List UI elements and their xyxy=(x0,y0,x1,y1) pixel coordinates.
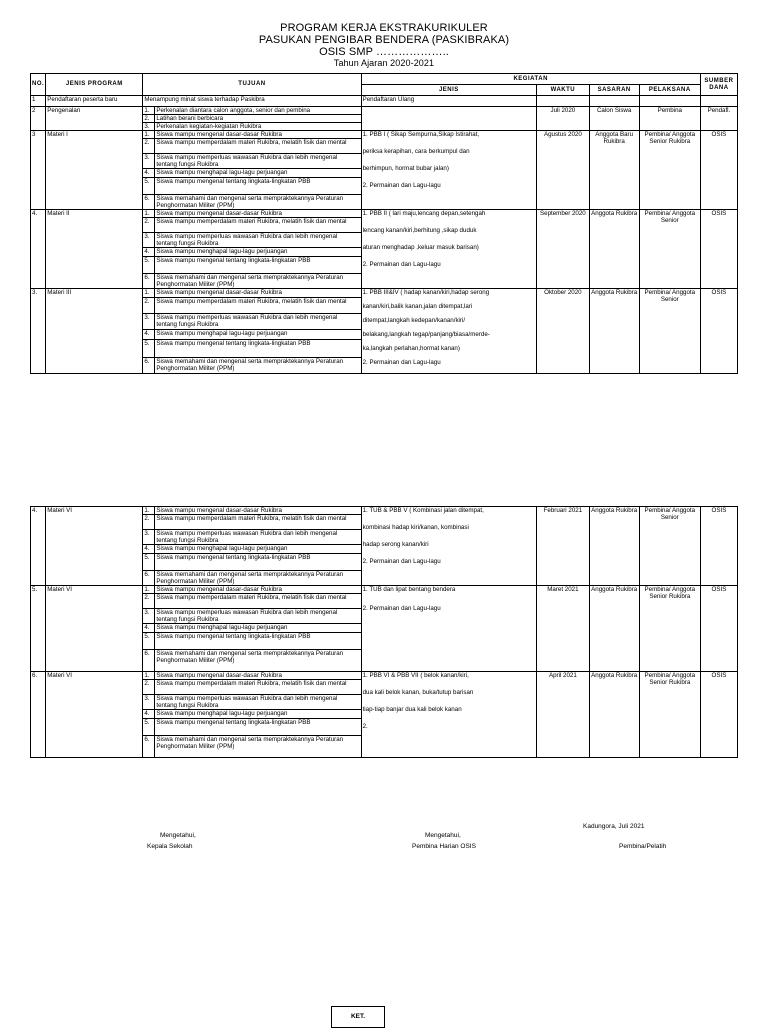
tujuan-number: 1. xyxy=(143,586,155,594)
tujuan-number: 4. xyxy=(143,248,155,257)
kegiatan-line: lencang kanan/kiri,berhitung ,sikap duduk xyxy=(362,227,477,234)
tujuan-number: 4. xyxy=(143,545,155,554)
kegiatan-line: 1. TUB & PBB V ( Kombinasi jalan ditempat, xyxy=(362,507,484,514)
row-program: Materi VI xyxy=(46,672,143,758)
kegiatan-line: aturan menghadap ,keluar masuk barisan) xyxy=(362,244,479,251)
tujuan-number: 2. xyxy=(143,594,155,609)
tujuan-text: Perkenalan diantara calon anggota, senior dan pembina xyxy=(155,107,361,115)
tujuan-text: Siswa mampu mengenal dasar-dasar Rukibra xyxy=(155,210,361,218)
row-number: 3 xyxy=(31,131,46,210)
tujuan-text: Siswa mampu memperdalam materi Rukibra, melatih fisik dan mental xyxy=(155,139,361,154)
row-sumber-dana: OSIS xyxy=(700,289,737,374)
tujuan-text: Siswa mampu memperluas wawasan Rukibra dan lebih mengenal tentang fungsi Rukibra xyxy=(155,530,361,545)
row-sumber-cell xyxy=(700,96,737,107)
kegiatan-line: 2. Permainan dan Lagu-lagu xyxy=(362,182,441,189)
row-sasaran: Anggota Rukibra xyxy=(589,289,639,374)
tujuan-number: 4. xyxy=(143,624,155,633)
row-sumber-dana: OSIS xyxy=(700,507,737,586)
tujuan-number: 5. xyxy=(143,633,155,650)
tujuan-text: Siswa memahami dan mengenal serta mempraktekannya Peraturan Penghormatan Militer (PPM) xyxy=(155,736,361,758)
kegiatan-line: ka,langkah perlahan,hormat kanan) xyxy=(362,345,460,352)
tujuan-number: 2. xyxy=(143,680,155,695)
tujuan-text: Siswa mampu mengenal tentang lingkata-lingkatan PBB xyxy=(155,178,361,195)
program-table-part-1 xyxy=(30,73,738,374)
tujuan-number: 4. xyxy=(143,329,155,339)
tujuan-text: Siswa mampu memperluas wawasan Rukibra dan lebih mengenal tentang fungsi Rukibra xyxy=(155,154,361,169)
row-waktu: Maret 2021 xyxy=(537,586,589,672)
kegiatan-line: berhimpun, hormat bubar jalan) xyxy=(362,165,449,172)
tujuan-text: Siswa memahami dan mengenal serta mempraktekannya Peraturan Penghormatan Militer (PPM) xyxy=(155,195,361,210)
tujuan-number: 3. xyxy=(143,530,155,545)
tujuan-number: 3. xyxy=(143,609,155,624)
tujuan-number: 5. xyxy=(143,178,155,195)
table-row xyxy=(31,507,738,515)
kegiatan-line: 1. PBB I ( Sikap Sempurna,Sikap Istirahat, xyxy=(362,131,480,138)
row-sumber-dana: OSIS xyxy=(700,131,737,210)
tujuan-number: 1. xyxy=(143,131,155,139)
tujuan-text: Siswa mampu mengenal dasar-dasar Rukibra xyxy=(155,289,361,298)
tujuan-text: Siswa mampu memperdalam materi Rukibra, melatih fisik dan mental xyxy=(155,680,361,695)
row-pelaksana-cell xyxy=(639,96,700,107)
tujuan-number: 6. xyxy=(143,650,155,672)
row-kegiatan xyxy=(361,586,537,672)
tujuan-text: Latihan berani berbicara xyxy=(155,115,361,123)
row-sumber-dana: OSIS xyxy=(700,672,737,758)
tujuan-number: 1. xyxy=(143,210,155,218)
tujuan-text: Siswa mampu memperluas wawasan Rukibra dan lebih mengenal tentang fungsi Rukibra xyxy=(155,233,361,248)
tujuan-text: Siswa memahami dan mengenal serta mempraktekannya Peraturan Penghormatan Militer (PPM) xyxy=(155,357,361,373)
tujuan-text: Siswa mampu menghapal lagu-lagu perjuangan xyxy=(155,710,361,719)
row-pelaksana: Pembina/ Anggota Senior xyxy=(639,210,700,289)
col-header-jenis: JENIS xyxy=(361,85,537,96)
kegiatan-line: kombinasi hadap kiri/kanan, kombinasi xyxy=(362,524,469,531)
tujuan-number: 6. xyxy=(143,357,155,373)
tujuan-text: Siswa mampu menghapal lagu-lagu perjuangan xyxy=(155,169,361,178)
ket-box: KET. xyxy=(331,1006,385,1028)
row-tujuan: Menampung minat siswa terhadap Paskibra xyxy=(143,96,361,107)
tujuan-number: 1. xyxy=(143,107,155,115)
tujuan-number: 5. xyxy=(143,257,155,274)
col-header-sumber-dana: SUMBER DANA xyxy=(700,74,737,96)
table-row xyxy=(31,672,738,680)
signature-left-role: Kepala Sekolah xyxy=(147,843,193,850)
tujuan-number: 6. xyxy=(143,571,155,586)
kegiatan-line: kanan/kiri,balik kanan,jalan ditempat,lari xyxy=(362,303,473,310)
row-sumber-dana: Pendafl. xyxy=(700,107,737,131)
row-waktu-cell xyxy=(537,96,589,107)
kegiatan-line: 2. Permainan dan Lagu-lagu xyxy=(362,605,441,612)
table-row xyxy=(31,107,738,115)
row-pelaksana: Pembina/ Anggota Senior Rukibra xyxy=(639,586,700,672)
table-row xyxy=(31,96,738,107)
tujuan-text: Siswa mampu memperluas wawasan Rukibra dan lebih mengenal tentang fungsi Rukibra xyxy=(155,313,361,329)
kegiatan-line: 1. PBB III&IV ( hadap kanan/kiri,hadap serong xyxy=(362,289,490,296)
program-table-part-2 xyxy=(30,506,738,758)
row-sasaran: Anggota Rukibra xyxy=(589,672,639,758)
row-number: 6. xyxy=(31,672,46,758)
tujuan-number: 1. xyxy=(143,289,155,298)
kegiatan-line: dua kali belok kanan, buka/tutup barisan xyxy=(362,689,474,696)
row-kegiatan xyxy=(361,672,537,758)
tujuan-text: Siswa mampu mengenal tentang lingkata-lingkatan PBB xyxy=(155,339,361,357)
row-pelaksana: Pembina/ Anggota Senior xyxy=(639,507,700,586)
row-waktu: Agustus 2020 xyxy=(537,131,589,210)
kegiatan-line: hadap serong kanan/kiri xyxy=(362,541,429,548)
signature-place-date: Kadungora, Juli 2021 xyxy=(583,823,645,830)
kegiatan-line: 2. xyxy=(362,723,368,730)
row-program: Pendaftaran peserta baru xyxy=(46,96,143,107)
tujuan-text: Perkenalan kegiatan-kegiatan Rukibra xyxy=(155,123,361,131)
row-number: 1 xyxy=(31,96,46,107)
row-program: Materi III xyxy=(46,289,143,374)
row-waktu: April 2021 xyxy=(537,672,589,758)
row-pelaksana: Pembina/ Anggota Senior Rukibra xyxy=(639,672,700,758)
row-kegiatan xyxy=(361,289,537,374)
row-sasaran-cell xyxy=(589,96,639,107)
tujuan-text: Siswa mampu menghapal lagu-lagu perjuangan xyxy=(155,248,361,257)
signature-middle-known: Mengetahui, xyxy=(425,832,461,839)
kegiatan-line: 2. Permainan dan Lagu-lagu xyxy=(362,359,441,366)
kegiatan-line: periksa kerapihan, cara berkumpul dan xyxy=(362,148,470,155)
row-number: 2 xyxy=(31,107,46,131)
tujuan-text: Siswa mampu menghapal lagu-lagu perjuangan xyxy=(155,545,361,554)
tujuan-number: 6. xyxy=(143,274,155,289)
row-waktu: September 2020 xyxy=(537,210,589,289)
tujuan-text: Siswa mampu menghapal lagu-lagu perjuangan xyxy=(155,329,361,339)
table-row xyxy=(31,210,738,218)
tujuan-number: 5. xyxy=(143,719,155,736)
tujuan-number: 4. xyxy=(143,169,155,178)
tujuan-text: Siswa mampu memperdalam materi Rukibra, melatih fisik dan mental xyxy=(155,515,361,530)
row-sasaran: Anggota Rukibra xyxy=(589,210,639,289)
signature-left-known: Mengetahui, xyxy=(160,832,196,839)
kegiatan-line: 2. Permainan dan Lagu-lagu xyxy=(362,261,441,268)
table-row xyxy=(31,586,738,594)
kegiatan-line: tiap-tiap banjar dua kali belok kanan xyxy=(362,706,462,713)
kegiatan-line: 1. PBB VI & PBB VII ( belok kanan/kiri, xyxy=(362,672,469,679)
tujuan-number: 2. xyxy=(143,139,155,154)
kegiatan-line: 2. Permainan dan Lagu-lagu xyxy=(362,558,441,565)
tujuan-text: Siswa mampu mengenal tentang lingkata-lingkatan PBB xyxy=(155,257,361,274)
tujuan-number: 3. xyxy=(143,233,155,248)
row-kegiatan xyxy=(361,507,537,586)
tujuan-text: Siswa mampu memperdalam materi Rukibra, melatih fisik dan mental xyxy=(155,594,361,609)
row-number: 4. xyxy=(31,210,46,289)
tujuan-number: 6. xyxy=(143,736,155,758)
col-header-pelaksana: PELAKSANA xyxy=(639,85,700,96)
row-sumber-dana: OSIS xyxy=(700,586,737,672)
row-sumber-dana: OSIS xyxy=(700,210,737,289)
header-year: Tahun Ajaran 2020-2021 xyxy=(333,58,435,68)
row-program: Materi VI xyxy=(46,586,143,672)
tujuan-number: 2. xyxy=(143,515,155,530)
tujuan-number: 3. xyxy=(143,695,155,710)
row-pelaksana: Pembina/ Anggota Senior xyxy=(639,289,700,374)
tujuan-number: 3. xyxy=(143,123,155,131)
tujuan-text: Siswa mampu mengenal dasar-dasar Rukibra xyxy=(155,586,361,594)
signature-right-role: Pembina/Pelatih xyxy=(619,843,667,850)
kegiatan-line: belakang,langkah tegap/panjang/biasa/merde- xyxy=(362,331,490,338)
signature-middle-role: Pembina Harian OSIS xyxy=(412,843,476,850)
row-kegiatan: Pendaftaran Ulang xyxy=(361,96,537,107)
row-number: 5. xyxy=(31,586,46,672)
tujuan-text: Siswa mampu memperdalam materi Rukibra, melatih fisik dan mental xyxy=(155,218,361,233)
tujuan-number: 5. xyxy=(143,339,155,357)
row-program: Materi II xyxy=(46,210,143,289)
tujuan-text: Siswa memahami dan mengenal serta mempraktekannya Peraturan Penghormatan Militer (PPM) xyxy=(155,571,361,586)
tujuan-text: Siswa mampu memperluas wawasan Rukibra dan lebih mengenal tentang fungsi Rukibra xyxy=(155,695,361,710)
tujuan-number: 2. xyxy=(143,218,155,233)
row-sasaran: Anggota Rukibra xyxy=(589,507,639,586)
kegiatan-line: 1. TUB dan lipat bentang bendera xyxy=(362,586,456,593)
row-sasaran: Calon Siswa xyxy=(589,107,639,131)
row-sasaran: Anggota Baru Rukibra xyxy=(589,131,639,210)
row-waktu: Februari 2021 xyxy=(537,507,589,586)
row-number: 4. xyxy=(31,507,46,586)
tujuan-number: 3. xyxy=(143,313,155,329)
tujuan-text: Siswa mampu mengenal tentang lingkata-lingkatan PBB xyxy=(155,633,361,650)
tujuan-text: Siswa mampu menghapal lagu-lagu perjuangan xyxy=(155,624,361,633)
row-program: Materi I xyxy=(46,131,143,210)
tujuan-text: Siswa memahami dan mengenal serta mempraktekannya Peraturan Penghormatan Militer (PPM) xyxy=(155,650,361,672)
col-header-jenis-program: JENIS PROGRAM xyxy=(46,74,143,96)
row-kegiatan xyxy=(361,131,537,210)
table-row xyxy=(31,289,738,298)
row-pelaksana: Pembina/ Anggota Senior Rukibra xyxy=(639,131,700,210)
col-header-kegiatan: KEGIATAN xyxy=(361,74,700,85)
row-program: Pengenalan xyxy=(46,107,143,131)
tujuan-number: 1. xyxy=(143,672,155,680)
tujuan-text: Siswa mampu memperluas wawasan Rukibra dan lebih mengenal tentang fungsi Rukibra xyxy=(155,609,361,624)
tujuan-text: Siswa mampu mengenal dasar-dasar Rukibra xyxy=(155,672,361,680)
row-program: Materi VI xyxy=(46,507,143,586)
tujuan-text: Siswa mampu mengenal dasar-dasar Rukibra xyxy=(155,507,361,515)
row-pelaksana: Pembina xyxy=(639,107,700,131)
col-header-tujuan: TUJUAN xyxy=(143,74,361,96)
tujuan-text: Siswa mampu mengenal tentang lingkata-lingkatan PBB xyxy=(155,554,361,571)
tujuan-text: Siswa mampu mengenal dasar-dasar Rukibra xyxy=(155,131,361,139)
row-number: 3. xyxy=(31,289,46,374)
col-header-waktu: WAKTU xyxy=(537,85,589,96)
tujuan-number: 1. xyxy=(143,507,155,515)
header-organization: OSIS SMP ……………….. xyxy=(319,46,449,58)
table-row xyxy=(31,131,738,139)
tujuan-text: Siswa mampu memperdalam materi Rukibra, melatih fisik dan mental xyxy=(155,297,361,313)
kegiatan-line: ditempat,langkah kedepan/kanan/kiri/ xyxy=(362,317,466,324)
row-waktu: Juli 2020 xyxy=(537,107,589,131)
row-kegiatan xyxy=(361,107,537,131)
tujuan-number: 2. xyxy=(143,115,155,123)
col-header-no: NO. xyxy=(31,74,46,96)
table-body-part-1 xyxy=(31,96,738,374)
row-kegiatan xyxy=(361,210,537,289)
table-body-part-2 xyxy=(31,507,738,758)
tujuan-number: 3. xyxy=(143,154,155,169)
row-waktu: Oktober 2020 xyxy=(537,289,589,374)
col-header-sasaran: SASARAN xyxy=(589,85,639,96)
tujuan-number: 5. xyxy=(143,554,155,571)
row-sasaran: Anggota Rukibra xyxy=(589,586,639,672)
header-title: PROGRAM KERJA EKSTRAKURIKULER xyxy=(280,22,488,34)
tujuan-number: 6. xyxy=(143,195,155,210)
tujuan-number: 2. xyxy=(143,297,155,313)
header-subtitle: PASUKAN PENGIBAR BENDERA (PASKIBRAKA) xyxy=(258,34,510,46)
tujuan-number: 4. xyxy=(143,710,155,719)
kegiatan-line: 1. PBB II ( lari maju,lencang depan,setengah xyxy=(362,210,486,217)
document-header xyxy=(0,22,768,69)
tujuan-text: Siswa memahami dan mengenal serta mempraktekannya Peraturan Penghormatan Militer (PPM) xyxy=(155,274,361,289)
tujuan-text: Siswa mampu mengenal tentang lingkata-lingkatan PBB xyxy=(155,719,361,736)
